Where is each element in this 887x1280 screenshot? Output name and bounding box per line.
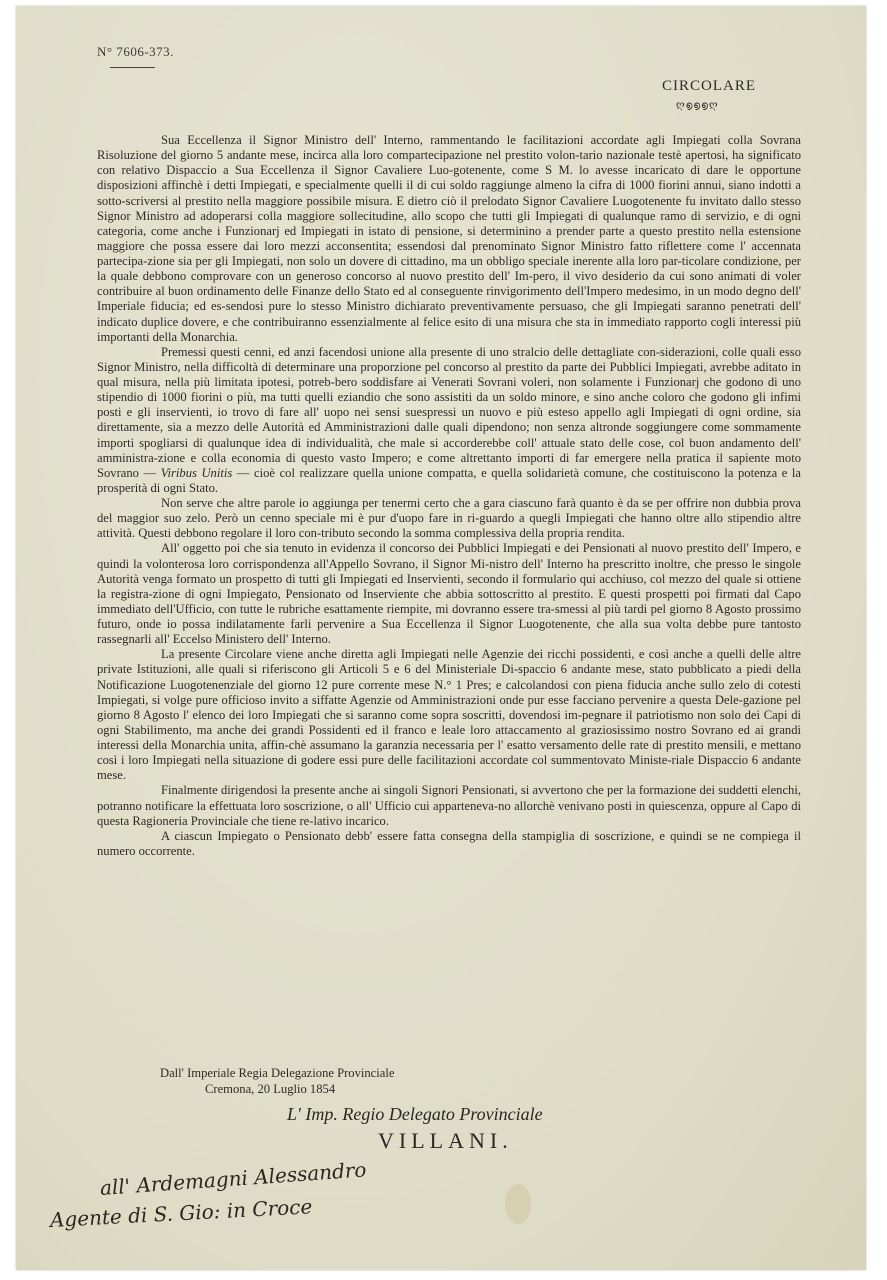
paragraph [97, 541, 801, 647]
paragraph-text: — cioè col realizzare quella unione compatta, e quella solidarietà comune, che costituiscono la potenza e la prosperità di ogni Stato. [97, 465, 802, 495]
paragraph-text: Premessi questi cenni, ed anzi facendosi unione alla presente di uno stralcio delle dettagliate con-siderazioni, colle quali esso Signor Ministro, nella difficoltà di determinare una proporzione pel concorso al prestito da parte dei Pubblici Impiegati, avrebbe aditato in qual misura, nella più limitata ipotesi, potreb-bero soddisfare ai Venerati Sovrani voleri, non solamente i Funzionarj che godono di uno stipendio di 1000 fiorini o più, ma tutti quelli eziandio che sono assistiti da un soldo minore, e sino anche coloro che godono gli infimi posti e gli inservienti, io trovo di fare all' uopo nei sensi suespressi un nuovo e più esteso appello agli Impiegati di ogni ordine, sia direttamente, sia a mezzo delle Autorità ed Amministrazioni dalle quali dipendono; non senza altronde soggiungere come sommamente importi spogliarsi di qualunque idea di individualità, che male si accorderebbe coll' attuale stato delle cose, col buon andamento dell' amministra-zione e colla economia di questo vasto Impero; e come altrettanto importi di far emergere nella pratica il sapiente moto Sovrano — [97, 344, 801, 480]
paragraph-text: Non serve che altre parole io aggiunga per tenermi certo che a gara ciascuno farà quanto è da se per offrire non dubbia prova del maggior suo zelo. Però un cenno speciale mi è pur d'uopo fare in ri-guardo a quegli Impiegati che hanno oltre allo stipendio altre attività. Questi debbono regolare il loro con-tributo secondo la somma complessiva della propria rendita. [97, 496, 801, 541]
issuer: Dall' Imperiale Regia Delegazione Provinciale [160, 1066, 395, 1080]
signer-title: L' Imp. Regio Delegato Provinciale [287, 1104, 543, 1124]
paragraph [97, 345, 801, 496]
document-title: CIRCOLARE [662, 78, 757, 94]
issuer-block [160, 1066, 394, 1097]
paragraph-text: A ciascun Impiegato o Pensionato debb' essere fatta consegna della stampiglia di soscrizione, e quindi se ne compiega il numero occorrente. [97, 828, 801, 858]
document-number: N° 7606-373. [97, 44, 174, 59]
handwritten-addressee: all' Ardemagni Alessandro [99, 1157, 368, 1200]
paragraph [97, 783, 801, 828]
title-ornament: ღ൭൭൭ღ [676, 100, 719, 111]
paragraph [97, 829, 801, 859]
divider [110, 67, 155, 68]
handwritten-location: Agente di S. Gio: in Croce [49, 1194, 313, 1232]
paragraph [97, 496, 801, 541]
paragraph [97, 647, 801, 783]
paragraph-text: Sua Eccellenza il Signor Ministro dell' Interno, rammentando le facilitazioni accordate agli Impiegati colla Sovrana Risoluzione del giorno 5 andante mese, incirca alla loro compartecipazione nel prestito volon-tario nazionale testè apertosi, ha significato con relativo Dispaccio a Sua Eccellenza il Signor Cavaliere Luo-gotenente, come S M. lo avesse incaricato di dare le opportune disposizioni affinchè i detti Impiegati, e specialmente quelli il di cui soldo raggiunge almeno la cifra di 1000 fiorini annui, siano indotti a sotto-scriversi al prestito nella maggiore possibile misura. E dietro ciò il prelodato Signor Cavaliere Luogotenente fu invitato dallo stesso Signor Ministro ad adoperarsi colla maggiore sollecitudine, allo scopo che tutti gli Impiegati di qualunque ramo di servizio, e di ogni categoria, come anche i Funzionarj ed Impiegati in istato di pensione, si determinino a prender parte a questo prestito nella estensione maggiore che possa essere dai loro mezzi acconsentita; essendosi dal prenominato Signor Ministro fatto riflettere come l' accennata partecipa-zione sia per gli Impiegati, non solo un dovere di cittadino, ma un obbligo speciale inerente alla loro par-ticolare condizione, per la quale debbono comprovare con un generoso concorso al nuovo prestito dell' Im-pero, il vivo desiderio da cui sono animati di voler contribuire al buon ordinamento delle Finanze dello Stato ed al conseguente rinvigorimento dell'Impero medesimo, in un modo degno dell' Imperiale fiducia; ed es-sendosi pure lo stesso Ministro dichiarato preventivamente persuaso, che gli Impiegati saranno penetrati dell' indicato duplice dovere, e che contribuiranno essenzialmente al felice esito di una misura che sta in immediato rapporto cogli interessi più importanti della Monarchia. [97, 133, 801, 344]
paper-stain [505, 1184, 531, 1224]
paragraph-text: La presente Circolare viene anche diretta agli Impiegati nelle Agenzie dei ricchi possidenti, e così anche a quelli delle altre private Istituzioni, alle quali si riferiscono gli Articoli 5 e 6 del Ministeriale Di-spaccio 6 andante mese, stato pubblicato a piedi della Notificazione Luogotenenziale del giorno 12 pure corrente mese N.° 1 Pres; e calcolandosi con piena fiducia anche sullo zelo di cotesti Impiegati, si volge pure officioso invito a siffatte Agenzie od Amministrazioni onde pur esse facciano pervenire a questa Dele-gazione pel giorno 8 Agosto l' elenco dei loro Impiegati che si saranno come sopra soscritti, dovendosi im-pegnare il patriotismo non solo dei Capi di ogni Stabilimento, ma anche dei grandi Possidenti ed il franco e leale loro attaccamento al graziosissimo nostro Sovrano ed ai grandi interessi della Monarchia unita, affin-chè assumano la garanzia necessaria per l' esatto versamento delle rate di prestito mensili, e mettano così i loro Impiegati nella situazione di godere essi pure delle facilitazioni accordate col summentovato Ministe-riale Dispaccio 6 andante mese. [97, 647, 801, 783]
signer-name: VILLANI. [378, 1128, 513, 1153]
paragraph [97, 133, 801, 345]
document-body [97, 133, 801, 859]
paragraph-text: Finalmente dirigendosi la presente anche ai singoli Signori Pensionati, si avvertono che per la formazione dei suddetti elenchi, potranno notificare la effettuata loro soscrizione, o all' Ufficio cui apparteneva-no allorchè venivano posti in quiescenza, oppure al Capo di questa Ragioneria Provinciale che tiene re-lativo incarico. [97, 783, 801, 828]
paragraph-text: All' oggetto poi che sia tenuto in evidenza il concorso dei Pubblici Impiegati e dei Pensionati al nuovo prestito dell' Impero, e quindi la volonterosa loro corrispondenza all'Appello Sovrano, il Signor Mi-nistro dell' Interno ha prescritto inoltre, che presso le singole Autorità venga formato un prospetto di tutti gli Impiegati ed Inservienti, secondo il formulario qui acchiuso, col mezzo del quale si ottiene la registra-zione di ogni Impiegato, Pensionato od Inserviente che abbia sottoscritto al prestito. E questi prospetti poi firmati dal Capo immediato dell'Ufficio, con tutte le rubriche esattamente riempite, mi dovranno essere tra-smessi al più tardi pel giorno 8 Agosto prossimo futuro, onde io possa indilatamente farli pervenire a Sua Eccellenza il Signor Luogotenente, che alla sua volta debbe pure tantosto rassegnarli all' Eccelso Ministero dell' Interno. [97, 541, 801, 647]
place-date: Cremona, 20 Luglio 1854 [205, 1081, 336, 1096]
motto: Viribus Unitis [160, 465, 233, 480]
